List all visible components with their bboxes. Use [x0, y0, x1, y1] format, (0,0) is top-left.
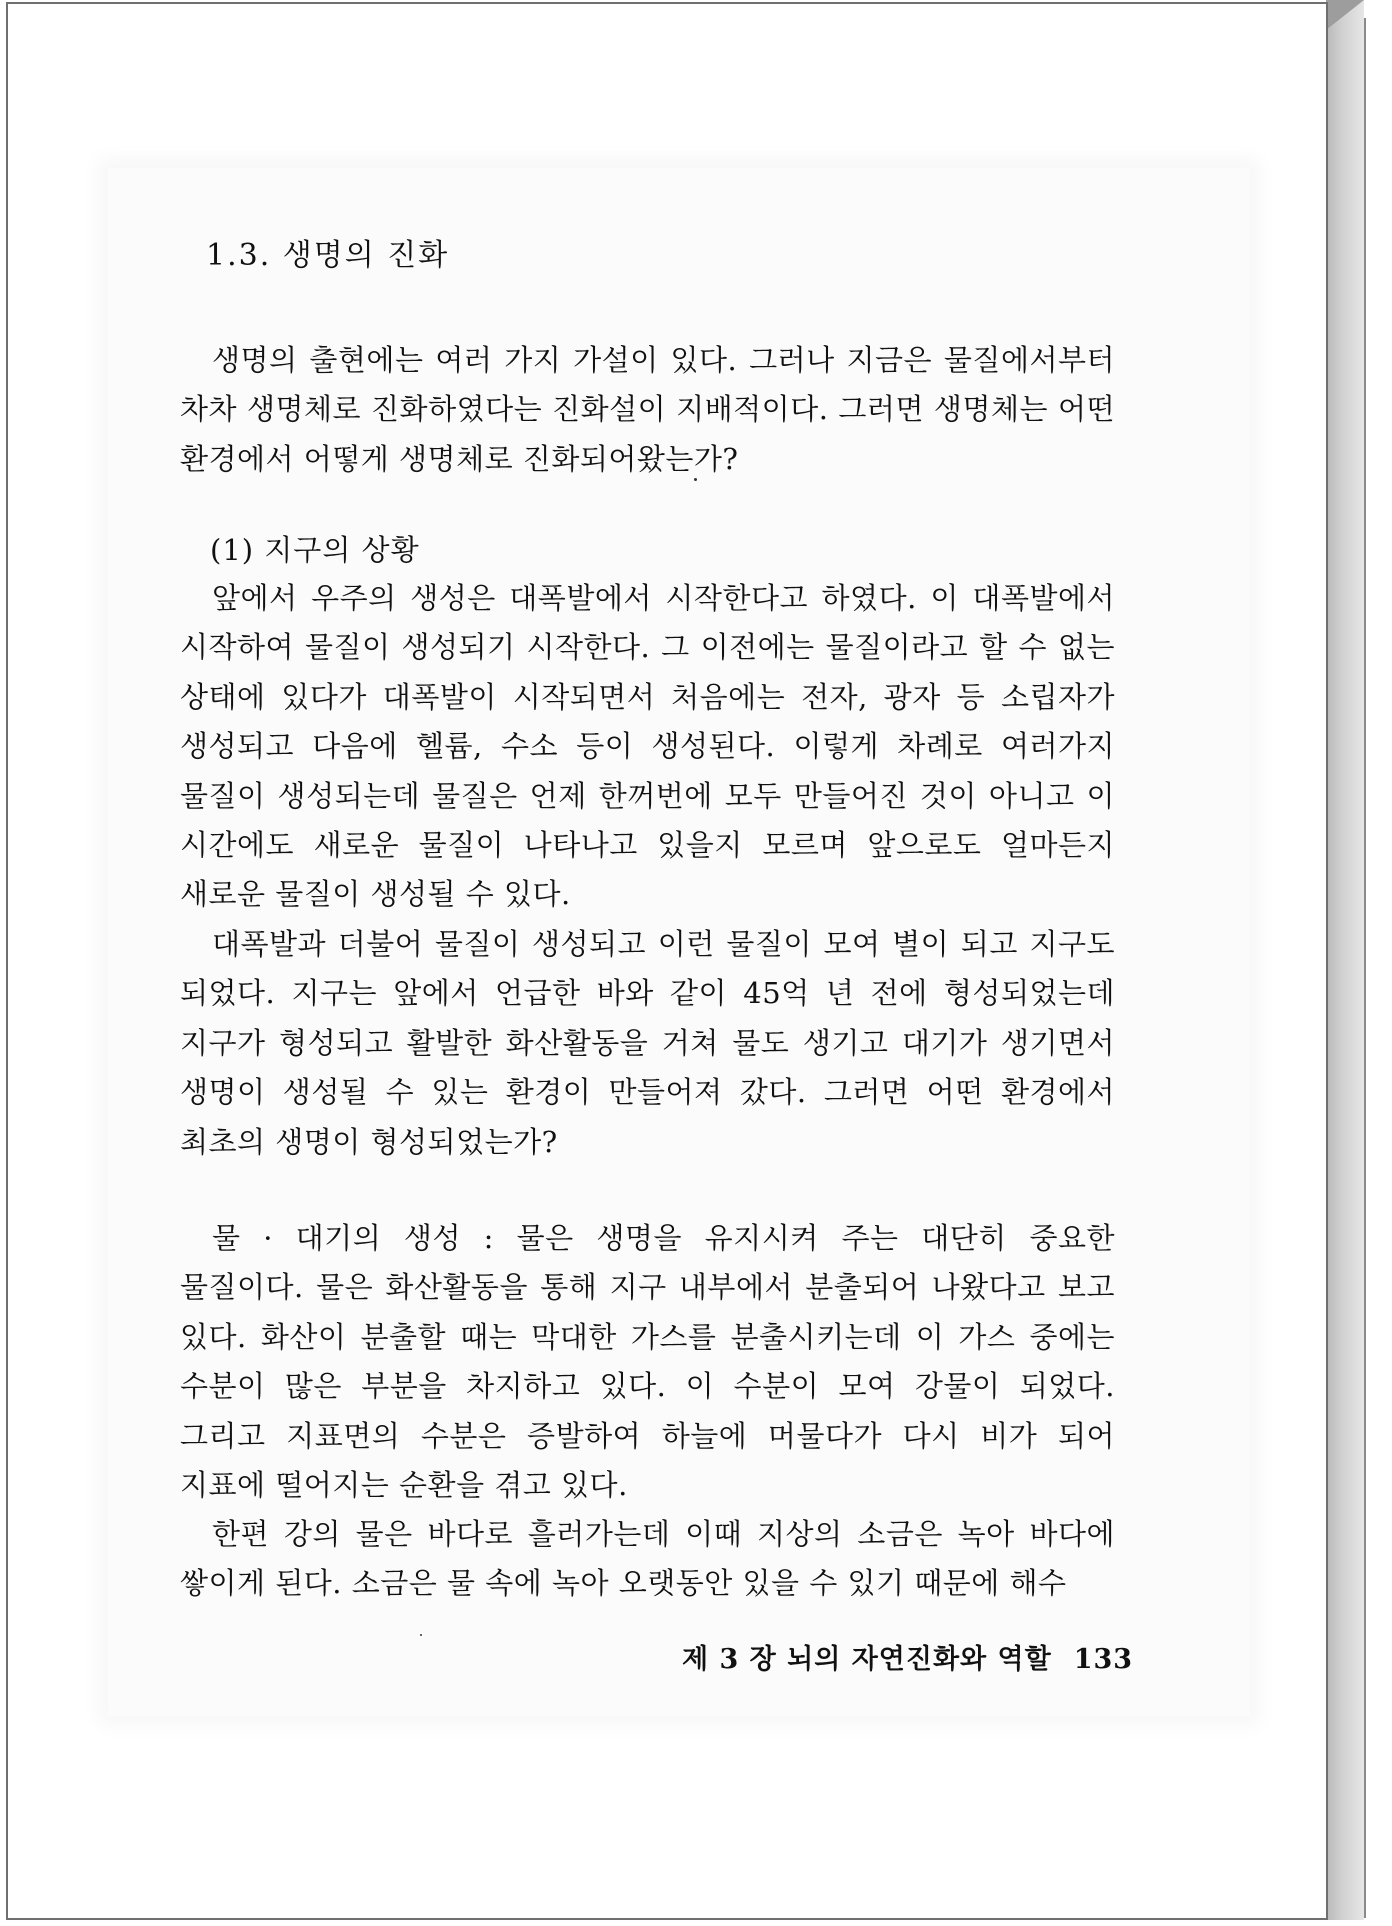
paragraph-water-atmosphere: 물 · 대기의 생성 : 물은 생명을 유지시켜 주는 대단히 중요한 물질이다. 물은 화산활동을 통해 지구 내부에서 분출되어 나왔다고 보고 있다. 화산이 분출할 때는 막대한 가스를 분출시키는데 이 가스 중에는 수분이 많은 부분을 차지하고 있다. 이 수분이 모여 강물이 되었다. 그리고 지표면의 수분은 증발하여 하늘에 머물다가 다시 비가 되어 지표에 떨어지는 순환을 겪고 있다. [180, 1221, 1115, 1503]
paragraph-sea-salt: 한편 강의 물은 바다로 흘러가는데 이때 지상의 소금은 녹아 바다에 쌓이게 된다. 소금은 물 속에 녹아 오랫동안 있을 수 있기 때문에 해수 [180, 1517, 1115, 1601]
scan-speck [420, 1634, 422, 1636]
page-number: 133 [1073, 1644, 1134, 1675]
scan-speck [694, 478, 697, 481]
paragraph-earth-formation: 대폭발과 더불어 물질이 생성되고 이런 물질이 모여 별이 되고 지구도 되었다. 지구는 앞에서 언급한 바와 같이 45억 년 전에 형성되었는데 지구가 형성되고 활발한 화산활동을 거쳐 물도 생기고 대기가 생기면서 생명이 생성될 수 있는 환경이 만들어져 갔다. 그러면 어떤 환경에서 최초의 생명이 형성되었는가? [180, 927, 1115, 1159]
intro-paragraph: 생명의 출현에는 여러 가지 가설이 있다. 그러나 지금은 물질에서부터 차차 생명체로 진화하였다는 진화설이 지배적이다. 그러면 생명체는 어떤 환경에서 어떻게 생명체로 진화되어왔는가? [180, 343, 1115, 476]
subsection-heading: (1) 지구의 상황 [210, 533, 420, 567]
section-heading: 1.3. 생명의 진화 [206, 238, 450, 273]
page-footer [682, 1640, 1133, 1680]
running-title: 제 3 장 뇌의 자연진화와 역할 [682, 1644, 1052, 1675]
paragraph-universe-matter: 앞에서 우주의 생성은 대폭발에서 시작한다고 하였다. 이 대폭발에서 시작하여 물질이 생성되기 시작한다. 그 이전에는 물질이라고 할 수 없는 상태에 있다가 대폭발이 시작되면서 처음에는 전자, 광자 등 소립자가 생성되고 다음에 헬륨, 수소 등이 생성된다. 이렇게 차례로 여러가지 물질이 생성되는데 물질은 언제 한꺼번에 모두 만들어진 것이 아니고 이 시간에도 새로운 물질이 나타나고 있을지 모르며 앞으로도 얼마든지 새로운 물질이 생성될 수 있다. [180, 581, 1115, 912]
